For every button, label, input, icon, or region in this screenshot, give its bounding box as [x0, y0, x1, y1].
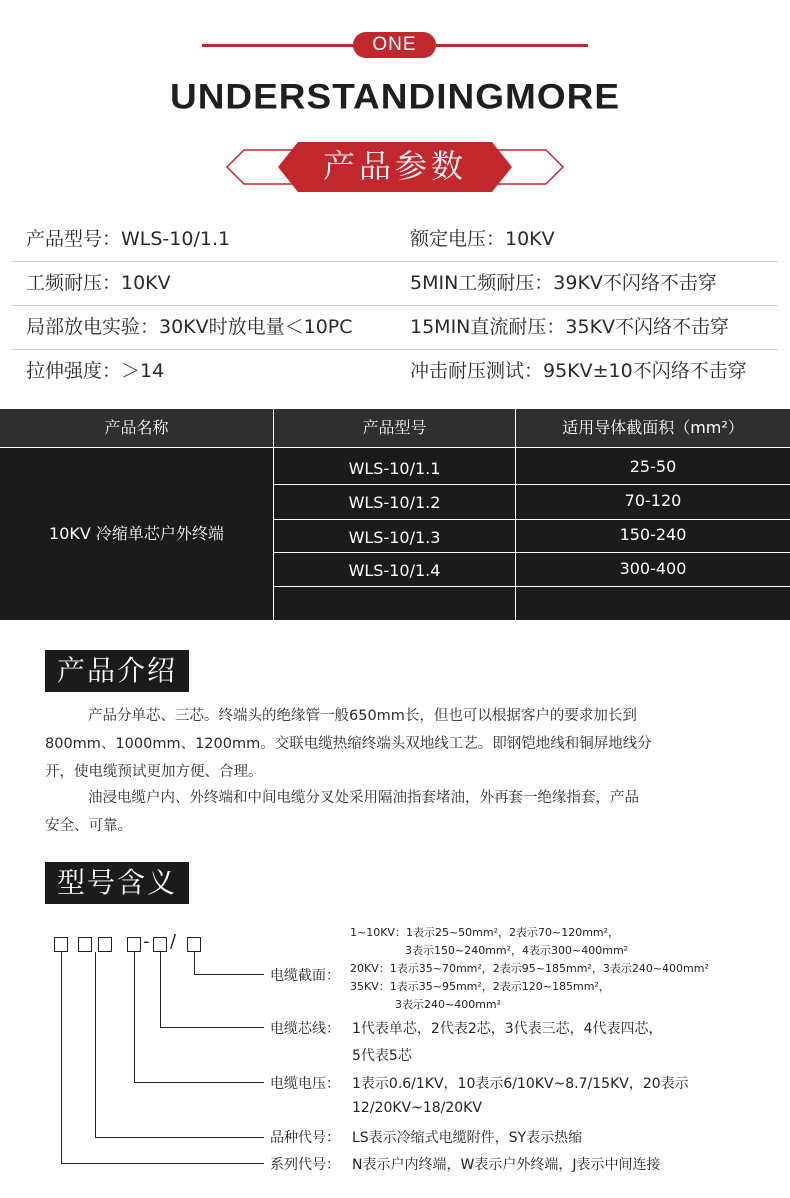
kind-desc: LS表示冷缩式电缆附件，SY表示热缩: [352, 1130, 583, 1146]
table-cell-model: WLS-10/1.3: [348, 528, 441, 547]
param-right: 额定电压：10KV: [410, 228, 555, 250]
intro-line: 油浸电缆户内、外终端和中间电缆分叉处采用隔油指套堵油，外再套一绝缘指套，产品: [88, 790, 639, 806]
intro-line: 开，使电缆预试更加方便、合理。: [45, 764, 263, 780]
header-line-right: [436, 44, 588, 47]
table-cell-area: 300-400: [619, 559, 687, 578]
label-voltage: 电缆电压：: [270, 1076, 340, 1092]
leader-line: [160, 952, 161, 1027]
code-box-section: [187, 937, 201, 952]
intro-line: 产品分单芯、三芯。终端头的绝缘管一般650mm长，但也可以根据客户的要求加长到: [88, 708, 637, 724]
header-line-left: [202, 44, 354, 47]
param-right: 5MIN工频耐压：39KV不闪络不击穿: [410, 272, 717, 294]
table-header-area: 适用导体截面积（mm²）: [516, 409, 790, 447]
label-core: 电缆芯线：: [270, 1021, 340, 1037]
param-left: 产品型号：WLS-10/1.1: [26, 228, 231, 250]
core-desc-line: 5代表5芯: [352, 1048, 412, 1064]
table-header-name: 产品名称: [0, 409, 273, 447]
label-section: 电缆截面：: [270, 968, 340, 984]
section-heading-intro: 产品介绍: [45, 650, 189, 692]
voltage-desc-line: 12/20KV~18/20KV: [352, 1100, 482, 1116]
table-cell-area: 70-120: [624, 491, 682, 510]
section-desc-line: 35KV：1表示35~95mm²，2表示120~185mm²，: [350, 980, 610, 993]
table-rule: [274, 586, 790, 587]
table-rule: [274, 484, 790, 485]
separator-dash: -: [143, 931, 150, 952]
table-cell-area: 25-50: [629, 457, 677, 476]
table-cell-model: WLS-10/1.1: [348, 459, 441, 478]
separator-slash: /: [170, 931, 177, 952]
section-desc-line: 1~10KV：1表示25~50mm²，2表示70~120mm²，: [350, 926, 620, 939]
param-left: 拉伸强度：＞14: [26, 360, 165, 382]
table-rule: [274, 552, 790, 553]
leader-line: [61, 952, 62, 1163]
table-cell-model: WLS-10/1.4: [348, 561, 441, 580]
code-box-kind-2: [98, 937, 112, 952]
table-cell-area: 150-240: [619, 525, 687, 544]
section-desc-line: 3表示240~400mm²: [395, 998, 502, 1011]
param-row: [12, 262, 778, 306]
section-title-params: 产品参数: [322, 147, 467, 185]
code-box-core: [153, 937, 167, 952]
param-row: [12, 350, 778, 393]
table-product-name: 10KV 冷缩单芯户外终端: [49, 524, 224, 543]
page-title: UNDERSTANDINGMORE: [169, 77, 621, 116]
param-row: [12, 306, 778, 350]
series-desc: N表示户内终端，W表示户外终端，J表示中间连接: [352, 1157, 661, 1173]
section-desc-line: 3表示150~240mm²，4表示300~400mm²: [405, 944, 629, 957]
param-left: 工频耐压：10KV: [26, 272, 171, 294]
core-desc-line: 1代表单芯，2代表2芯，3代表三芯，4代表四芯，: [352, 1021, 663, 1037]
param-row: [12, 218, 778, 262]
table-rule: [515, 409, 516, 620]
leader-line: [194, 952, 195, 974]
label-series: 系列代号：: [270, 1157, 340, 1173]
intro-line: 安全、可靠。: [45, 818, 132, 834]
leader-line: [61, 1163, 264, 1164]
leader-line: [134, 952, 135, 1082]
table-header-model: 产品型号: [274, 409, 515, 447]
code-box-voltage: [127, 937, 141, 952]
leader-line: [95, 1137, 264, 1138]
leader-line: [160, 1027, 264, 1028]
table-cell-model: WLS-10/1.2: [348, 493, 441, 512]
table-rule: [273, 409, 274, 620]
param-left: 局部放电实验：30KV时放电量＜10PC: [26, 316, 353, 338]
leader-line: [194, 974, 264, 975]
voltage-desc-line: 1表示0.6/1KV，10表示6/10KV~8.7/15KV，20表示: [352, 1076, 689, 1092]
section-desc-line: 20KV：1表示35~70mm²，2表示95~185mm²，3表示240~400mm²: [350, 962, 709, 975]
code-box-series: [54, 937, 68, 952]
header-badge: ONE: [353, 32, 436, 58]
label-kind: 品种代号：: [270, 1130, 340, 1146]
param-right: 15MIN直流耐压：35KV不闪络不击穿: [410, 316, 730, 338]
intro-line: 800mm、1000mm、1200mm。交联电缆热缩终端头双地线工艺。即钢铠地线和铜屏地线分: [45, 736, 652, 752]
leader-line: [95, 952, 96, 1137]
table-rule: [274, 519, 790, 520]
code-box-kind-1: [78, 937, 92, 952]
leader-line: [134, 1082, 264, 1083]
table-rule: [0, 447, 790, 448]
param-right: 冲击耐压测试：95KV±10不闪络不击穿: [410, 360, 747, 382]
section-heading-model: 型号含义: [45, 862, 189, 904]
spec-table: [0, 409, 790, 620]
